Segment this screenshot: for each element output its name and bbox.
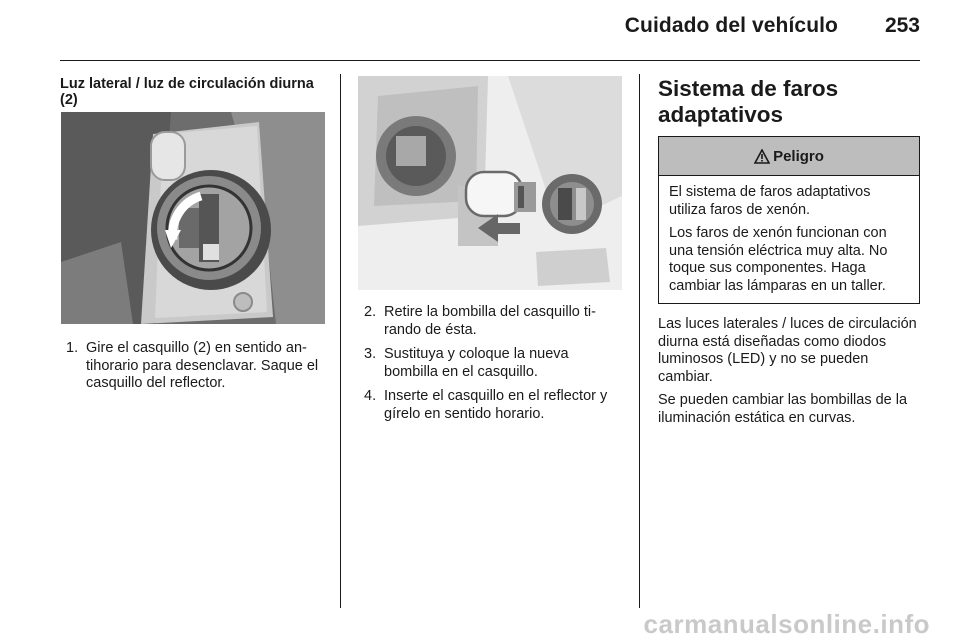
bulb-removal-figure xyxy=(358,76,622,290)
step-text: Inserte el casquillo en el reflector y gírelo en sentido horario. xyxy=(384,388,608,422)
column-right xyxy=(658,76,920,433)
danger-body xyxy=(659,176,919,303)
side-light-socket-figure xyxy=(60,112,326,324)
step-number: 4. xyxy=(364,388,377,404)
body-paragraph: Las luces laterales / luces de circulación diurna está diseñadas como diodos luminosos (LED) y no se pueden cambiar. xyxy=(658,316,917,385)
warning-triangle-icon xyxy=(754,149,770,164)
list-item xyxy=(60,340,326,393)
column-left xyxy=(60,76,326,400)
step-text: Sustituya y coloque la nueva bombilla en el casquillo. xyxy=(384,346,569,380)
steps-list xyxy=(60,340,326,393)
column-divider xyxy=(639,74,640,608)
header-rule xyxy=(60,60,920,61)
step-number: 1. xyxy=(66,340,79,356)
danger-label: Peligro xyxy=(773,147,824,165)
danger-header xyxy=(659,137,919,176)
page-number: 253 xyxy=(884,14,920,37)
body-paragraph: Se pueden cambiar las bombillas de la iluminación estática en curvas. xyxy=(658,392,908,426)
section-title: Cuidado del vehículo xyxy=(624,14,838,37)
column-middle xyxy=(358,76,622,430)
step-number: 2. xyxy=(364,304,377,320)
list-item xyxy=(358,304,622,339)
step-text: Gire el casquillo (2) en sentido antihorario para desenclavar. Saque el casquillo del reflector. xyxy=(86,340,319,391)
section-heading: Sistema de faros adaptativos xyxy=(658,76,839,127)
list-item xyxy=(358,388,622,423)
column-divider xyxy=(340,74,341,608)
danger-paragraph: Los faros de xenón funcionan con una tensión eléctrica muy alta. No toque sus componentes. Haga cambiar las lámparas en un taller. xyxy=(669,225,888,294)
danger-paragraph: El sistema de faros adaptativos utiliza faros de xenón. xyxy=(669,184,871,218)
steps-list xyxy=(358,304,622,423)
watermark: carmanualsonline.info xyxy=(643,609,930,639)
list-item xyxy=(358,346,622,381)
danger-box xyxy=(658,136,920,304)
step-text: Retire la bombilla del casquillo tirando de ésta. xyxy=(384,304,596,338)
subheading: Luz lateral / luz de circulación diurna (2) xyxy=(60,76,314,108)
step-number: 3. xyxy=(364,346,377,362)
